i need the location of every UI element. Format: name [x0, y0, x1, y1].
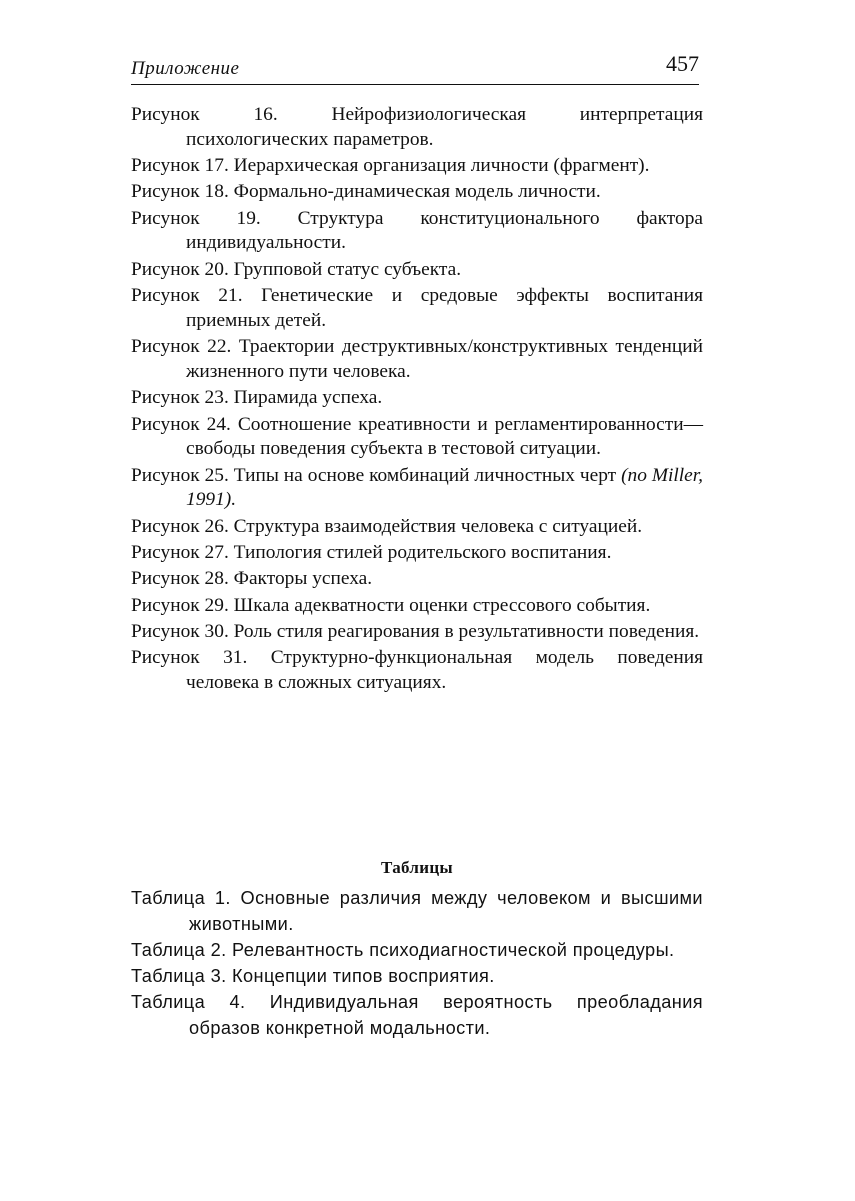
figure-entry: Рисунок 21. Генетические и средовые эффекты воспитания приемных детей.: [131, 285, 703, 331]
citation: (по Miller, 1991).: [186, 464, 703, 511]
figures-list: [131, 103, 703, 697]
figure-entry: Рисунок 29. Шкала адекватности оценки стрессового события.: [131, 594, 651, 616]
figure-entry: Рисунок 18. Формально-динамическая модель личности.: [131, 181, 601, 203]
figure-entry: Рисунок 27. Типология стилей родительского воспитания.: [131, 542, 612, 564]
figure-entry: Рисунок 20. Групповой статус субъекта.: [131, 258, 462, 280]
figure-entry: Рисунок 26. Структура взаимодействия человека с ситуацией.: [131, 515, 643, 537]
page-number: 457: [666, 51, 699, 76]
figure-entry: Рисунок 31. Структурно-функциональная модель поведения человека в сложных ситуациях.: [131, 647, 703, 694]
table-entry: Таблица 3. Концепции типов восприятия.: [131, 966, 495, 986]
section-heading-tables: Таблицы: [381, 858, 453, 877]
figure-entry: Рисунок 25. Типы на основе комбинаций личностных черт (по Miller, 1991).: [131, 464, 703, 511]
table-entry: Таблица 4. Индивидуальная вероятность преобладания образов конкретной модальности.: [131, 992, 703, 1038]
figure-entry: Рисунок 22. Траектории деструктивных/конструктивных тенденций жизненного пути человека.: [131, 336, 703, 382]
figure-entry: Рисунок 23. Пирамида успеха.: [131, 387, 383, 409]
table-entry: Таблица 2. Релевантность психодиагностической процедуры.: [131, 940, 675, 960]
figure-entry: Рисунок 30. Роль стиля реагирования в результативности поведения.: [131, 620, 700, 642]
figure-entry: Рисунок 24. Соотношение креативности и регламентированности—свободы поведения субъекта в тестовой ситуации.: [131, 413, 703, 460]
figure-entry: Рисунок 19. Структура конституционального фактора индивидуальности.: [131, 207, 703, 254]
figure-entry: Рисунок 28. Факторы успеха.: [131, 568, 373, 590]
table-entry: Таблица 1. Основные различия между человеком и высшими животными.: [131, 888, 703, 934]
figure-entry: Рисунок 17. Иерархическая организация личности (фрагмент).: [131, 155, 650, 177]
running-title: Приложение: [131, 58, 240, 79]
page-header: [131, 48, 699, 85]
figure-entry: Рисунок 16. Нейрофизиологическая интерпретация психологических параметров.: [131, 104, 703, 150]
tables-list: [131, 885, 703, 1041]
